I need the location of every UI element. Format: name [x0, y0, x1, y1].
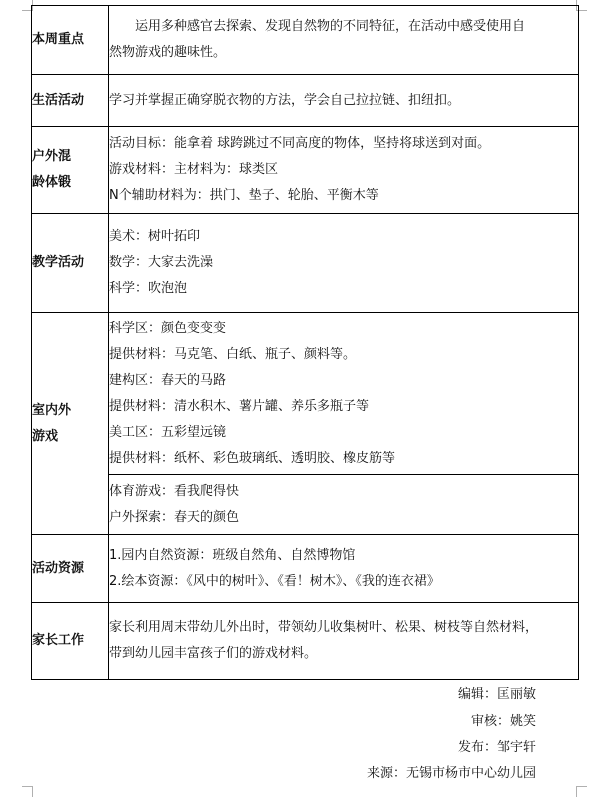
label-teaching-activity: 教学活动: [32, 214, 109, 313]
text-line: 学习并掌握正确穿脱衣物的方法，学会自己拉拉链、扣纽扣。: [109, 92, 461, 108]
text-line: 带到幼儿园丰富孩子们的游戏材料。: [109, 646, 318, 661]
row-weekly-focus: [32, 6, 579, 75]
text-line: 提供材料：清水积木、薯片罐、养乐多瓶子等: [109, 398, 370, 414]
content-games-areas: [109, 313, 579, 475]
weekly-plan-table: [31, 5, 579, 680]
content-outdoor-exercise: [109, 127, 579, 214]
text-line: 提供材料：马克笔、白纸、瓶子、颜料等。: [109, 346, 357, 362]
footer-editor: 编辑：匡丽敏: [457, 687, 536, 702]
row-activity-resources: [32, 535, 579, 603]
content-games-outdoor: [109, 475, 579, 535]
row-games-part1: [32, 313, 579, 475]
content-family-work: [109, 603, 579, 680]
text-line: 1.园内自然资源：班级自然角、自然博物馆: [109, 547, 356, 563]
row-family-work: [32, 603, 579, 680]
content-life-activity: [109, 75, 579, 127]
label-line: 室内外: [32, 402, 72, 418]
text-line: 家长利用周末带幼儿外出时，带领幼儿收集树叶、松果、树枝等自然材料，: [109, 620, 539, 635]
row-teaching-activity: [32, 214, 579, 313]
label-activity-resources: 活动资源: [32, 535, 109, 603]
text-line: 体育游戏：看我爬得快: [109, 483, 240, 499]
row-outdoor-exercise: [32, 127, 579, 214]
footer-publisher: 发布：邹宇轩: [457, 740, 536, 755]
text-line: 美工区：五彩望远镜: [109, 424, 227, 440]
text-line: 户外探索：春天的颜色: [109, 509, 240, 525]
label-life-activity: 生活活动: [32, 75, 109, 127]
page-corner-mark: [576, 786, 587, 797]
text-line: 活动目标：能拿着 球跨跳过不同高度的物体，坚持将球送到对面。: [109, 136, 491, 151]
page-corner-mark: [22, 786, 33, 797]
text-line: 美术：树叶拓印: [109, 229, 201, 244]
text-line: 提供材料：纸杯、彩色玻璃纸、透明胶、橡皮筋等: [109, 450, 396, 466]
row-games-part2: [32, 475, 579, 535]
label-line: 龄体锻: [32, 175, 72, 190]
footer-source: 来源：无锡市杨市中心幼儿园: [366, 766, 536, 781]
text-line: 运用多种感官去探索、发现自然物的不同特征，在活动中感受使用自: [135, 19, 526, 34]
label-outdoor-exercise: [32, 127, 109, 214]
label-weekly-focus: 本周重点: [32, 6, 109, 75]
label-line: 游戏: [32, 428, 59, 444]
label-line: 户外混: [32, 149, 72, 164]
text-line: 游戏材料：主材料为：球类区: [109, 162, 279, 177]
label-family-work: 家长工作: [32, 603, 109, 680]
text-line: 建构区：春天的马路: [109, 372, 227, 388]
row-life-activity: [32, 75, 579, 127]
text-line: 然物游戏的趣味性。: [109, 45, 227, 60]
content-teaching-activity: [109, 214, 579, 313]
text-line: 科学区：颜色变变变: [109, 320, 227, 336]
content-activity-resources: [109, 535, 579, 603]
text-line: N个辅助材料为：拱门、垫子、轮胎、平衡木等: [109, 188, 379, 203]
label-indoor-outdoor-games: [32, 313, 109, 535]
text-line: 2.绘本资源：《风中的树叶》、《看！树木》、《我的连衣裙》: [109, 573, 440, 589]
text-line: 数学：大家去洗澡: [109, 255, 214, 270]
content-weekly-focus: [109, 6, 579, 75]
text-line: 科学：吹泡泡: [109, 281, 188, 296]
footer-reviewer: 审核：姚笑: [470, 714, 536, 729]
